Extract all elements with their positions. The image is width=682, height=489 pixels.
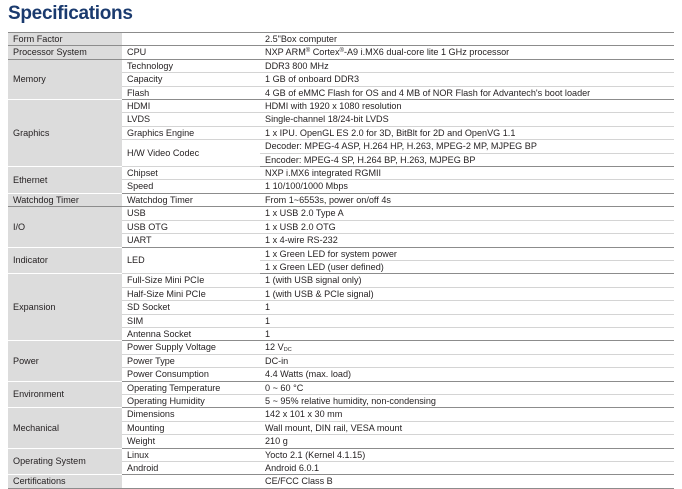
spec-row-ethernet-chipset (8, 167, 674, 180)
spec-value: 4.4 Watts (max. load) (260, 368, 674, 381)
spec-item: Antenna Socket (122, 327, 260, 340)
spec-value: 1 x 4-wire RS-232 (260, 234, 674, 247)
spec-value: 1 x USB 2.0 OTG (260, 220, 674, 233)
spec-item: USB OTG (122, 220, 260, 233)
spec-row-power-voltage (8, 341, 674, 354)
spec-item: Flash (122, 86, 260, 99)
spec-value: Yocto 2.1 (Kernel 4.1.15) (260, 448, 674, 461)
spec-row-environment-temperature (8, 381, 674, 394)
spec-value: 1 10/100/1000 Mbps (260, 180, 674, 193)
spec-item: Linux (122, 448, 260, 461)
spec-row-expansion-full-mini-pcie (8, 274, 674, 287)
category-label: Operating System (8, 448, 122, 475)
category-label: Processor System (8, 46, 122, 59)
spec-item: Half-Size Mini PCIe (122, 287, 260, 300)
spec-value: DC-in (260, 354, 674, 367)
spec-row-os-linux (8, 448, 674, 461)
spec-value: CE/FCC Class B (260, 475, 674, 488)
spec-item: Full-Size Mini PCIe (122, 274, 260, 287)
spec-value: HDMI with 1920 x 1080 resolution (260, 100, 674, 113)
spec-value: Encoder: MPEG-4 SP, H.264 BP, H.263, MJPEG BP (260, 153, 674, 166)
spec-item: Mounting (122, 421, 260, 434)
spec-value: NXP i.MX6 integrated RGMII (260, 167, 674, 180)
spec-value: 1 (260, 301, 674, 314)
cpu-value-part: Cortex (310, 47, 340, 58)
spec-item: HDMI (122, 100, 260, 113)
spec-item: USB (122, 207, 260, 220)
spec-value: 4 GB of eMMC Flash for OS and 4 MB of NOR Flash for Advantech's boot loader (260, 86, 674, 99)
spec-item: Power Consumption (122, 368, 260, 381)
category-label: Memory (8, 59, 122, 99)
voltage-subscript: DC (283, 347, 292, 354)
cpu-value-part: NXP ARM (265, 47, 306, 58)
category-label: Watchdog Timer (8, 193, 122, 206)
spec-item: Dimensions (122, 408, 260, 421)
spec-item: Android (122, 462, 260, 475)
spec-value: 1 (260, 314, 674, 327)
spec-value: Decoder: MPEG-4 ASP, H.264 HP, H.263, MPEG-2 MP, MJPEG BP (260, 140, 674, 153)
spec-item: Power Supply Voltage (122, 341, 260, 354)
registered-mark: ® (305, 48, 311, 55)
spec-value: Single-channel 18/24-bit LVDS (260, 113, 674, 126)
spec-item: Weight (122, 435, 260, 448)
spec-item: LED (122, 247, 260, 274)
spec-item: SD Socket (122, 301, 260, 314)
spec-value: 1 x IPU. OpenGL ES 2.0 for 3D, BitBlt for 2D and OpenVG 1.1 (260, 126, 674, 139)
spec-row-watchdog (8, 193, 674, 206)
category-label: Expansion (8, 274, 122, 341)
spec-value: 2.5"Box computer (260, 33, 674, 46)
cpu-value-part: -A9 i.MX6 dual-core lite 1 GHz processor (343, 47, 510, 58)
spec-value: 1 (260, 327, 674, 340)
spec-value: Android 6.0.1 (260, 462, 674, 475)
spec-row-graphics-hdmi (8, 100, 674, 113)
category-label: Ethernet (8, 167, 122, 194)
spec-item: Capacity (122, 73, 260, 86)
spec-value (260, 46, 674, 59)
spec-item: Graphics Engine (122, 126, 260, 139)
spec-row-processor (8, 46, 674, 59)
spec-item: H/W Video Codec (122, 140, 260, 167)
category-label: Indicator (8, 247, 122, 274)
spec-item: CPU (122, 46, 260, 59)
page-title: Specifications (8, 3, 133, 24)
spec-item: Technology (122, 59, 260, 72)
spec-row-memory-technology (8, 59, 674, 72)
category-label: Graphics (8, 100, 122, 167)
spec-value: From 1~6553s, power on/off 4s (260, 193, 674, 206)
specifications-table (8, 32, 674, 489)
spec-value: 0 ~ 60 °C (260, 381, 674, 394)
spec-value: 210 g (260, 435, 674, 448)
spec-item: Power Type (122, 354, 260, 367)
category-label: Power (8, 341, 122, 381)
spec-value: Wall mount, DIN rail, VESA mount (260, 421, 674, 434)
spec-value: 5 ~ 95% relative humidity, non-condensing (260, 394, 674, 407)
spec-row-form-factor (8, 33, 674, 46)
spec-value: 1 x USB 2.0 Type A (260, 207, 674, 220)
spec-value: 1 GB of onboard DDR3 (260, 73, 674, 86)
registered-mark: ® (339, 48, 344, 55)
spec-value: 1 x Green LED for system power (260, 247, 674, 260)
spec-item: SIM (122, 314, 260, 327)
spec-value: DDR3 800 MHz (260, 59, 674, 72)
spec-row-mechanical-dimensions (8, 408, 674, 421)
spec-value: 1 x Green LED (user defined) (260, 260, 674, 273)
spec-item: Chipset (122, 167, 260, 180)
voltage-value: 12 V (265, 342, 284, 353)
spec-item (122, 33, 260, 46)
spec-row-io-usb (8, 207, 674, 220)
spec-item: Operating Temperature (122, 381, 260, 394)
spec-item: LVDS (122, 113, 260, 126)
spec-item: UART (122, 234, 260, 247)
category-label: Form Factor (8, 33, 122, 46)
spec-item: Watchdog Timer (122, 193, 260, 206)
category-label: Environment (8, 381, 122, 408)
category-label: Certifications (8, 475, 122, 488)
spec-value: 1 (with USB & PCIe signal) (260, 287, 674, 300)
spec-value: 142 x 101 x 30 mm (260, 408, 674, 421)
spec-value: 1 (with USB signal only) (260, 274, 674, 287)
spec-item: Operating Humidity (122, 394, 260, 407)
category-label: I/O (8, 207, 122, 247)
spec-value (260, 341, 674, 354)
category-label: Mechanical (8, 408, 122, 448)
spec-row-indicator-power (8, 247, 674, 260)
spec-item: Speed (122, 180, 260, 193)
